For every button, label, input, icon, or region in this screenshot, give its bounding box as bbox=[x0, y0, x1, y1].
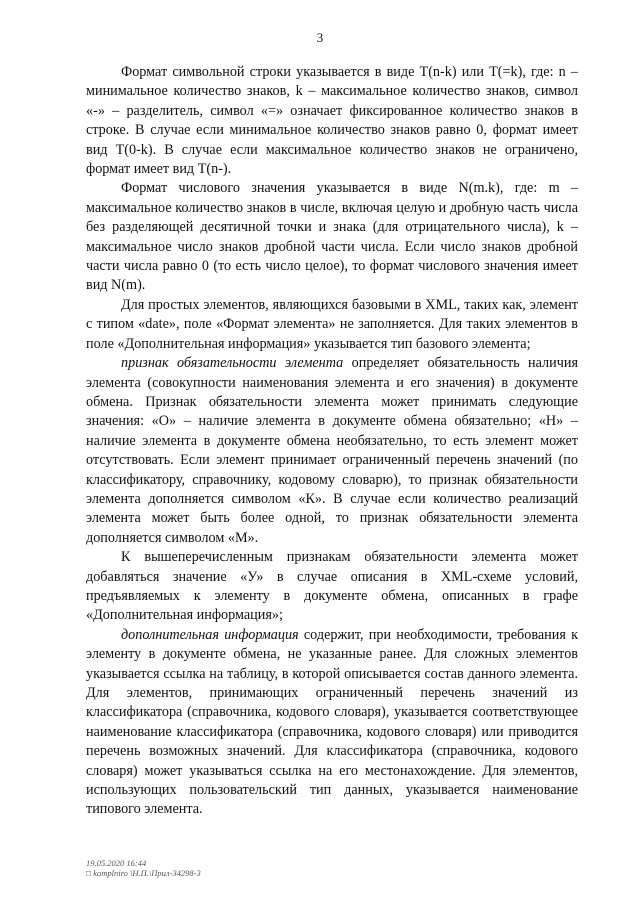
paragraph-additional-info bbox=[86, 626, 578, 820]
paragraph-text: содержит, при необходимости, требования к элементу в документе обмена, не указанные ранее. Для сложных элементов указывается ссылка на таблицу, в которой описывается состав данного элемента. Для элементов, принимающих ограниченный перечень значений из классификатора (справочника, кодового словаря), указывается соответствующее наименование классификатора (справочника, кодового словаря) или приводится перечень возможных значений. Для классификатора (справочника, кодового словаря) может указываться ссылка на его местонахождение. Для элементов, использующих пользовательский тип данных, указывается наименование типового элемента. bbox=[86, 626, 578, 818]
paragraph-number-format bbox=[86, 179, 578, 295]
page-number: 3 bbox=[316, 30, 324, 45]
footer-timestamp: 19.05.2020 16:44 bbox=[86, 858, 147, 868]
paragraph-term: дополнительная информация bbox=[121, 626, 299, 643]
document-footer bbox=[86, 858, 201, 878]
paragraph-text: Формат числового значения указывается в виде N(m.k), где: m – максимальное количество знаков в числе, включая целую и дробную часть числа без разделяющей десятичной точки и знака (для отрицательного числа), k – максимальное число знаков дробной части числа. Если число знаков дробной части числа равно 0 (то есть число целое), то формат числового значения имеет вид N(m). bbox=[86, 180, 578, 294]
document-body bbox=[86, 63, 578, 820]
footer-file-path: □ komplniro \Н.П.\Прил-34298-3 bbox=[86, 868, 201, 878]
paragraph-text: Формат символьной строки указывается в виде T(n-k) или T(=k), где: n – минимальное количество знаков, k – максимальное количество знаков, символ «-» – разделитель, символ «=» означает фиксированное количество знаков в строке. В случае если минимальное количество знаков равно 0, формат имеет вид T(0-k). В случае если максимальное количество знаков не ограничено, формат имеет вид T(n-). bbox=[86, 64, 578, 178]
paragraph-string-format bbox=[86, 63, 578, 179]
paragraph-term: признак обязательности элемента bbox=[121, 355, 344, 372]
paragraph-conditional-flag bbox=[86, 548, 578, 626]
paragraph-simple-elements bbox=[86, 296, 578, 354]
paragraph-text: Для простых элементов, являющихся базовыми в XML, таких как, элемент с типом «date», поле «Формат элемента» не заполняется. Для таких элементов в поле «Дополнительная информация» указывается тип базового элемента; bbox=[86, 296, 578, 352]
paragraph-text: К вышеперечисленным признакам обязательности элемента может добавляться значение «У» в случае описания в XML-схеме условий, предъявляемых к элементу в документе обмена, описанных в графе «Дополнительная информация»; bbox=[86, 549, 578, 624]
paragraph-text: определяет обязательность наличия элемента (совокупности наименования элемента и его значения) в документе обмена. Признак обязательности элемента может принимать следующие значения: «О» – наличие элемента в документе обмена обязательно; «Н» – наличие элемента в документе обмена необязательно, то есть элемент может отсутствовать. Если элемент принимает ограниченный перечень значений (по классификатору, справочнику, кодовому словарю), то признак обязательности элемента дополняется символом «К». В случае если количество реализаций элемента может быть более одной, то признак обязательности элемента дополняется символом «М». bbox=[86, 355, 578, 546]
paragraph-mandatory-flag bbox=[86, 354, 578, 548]
